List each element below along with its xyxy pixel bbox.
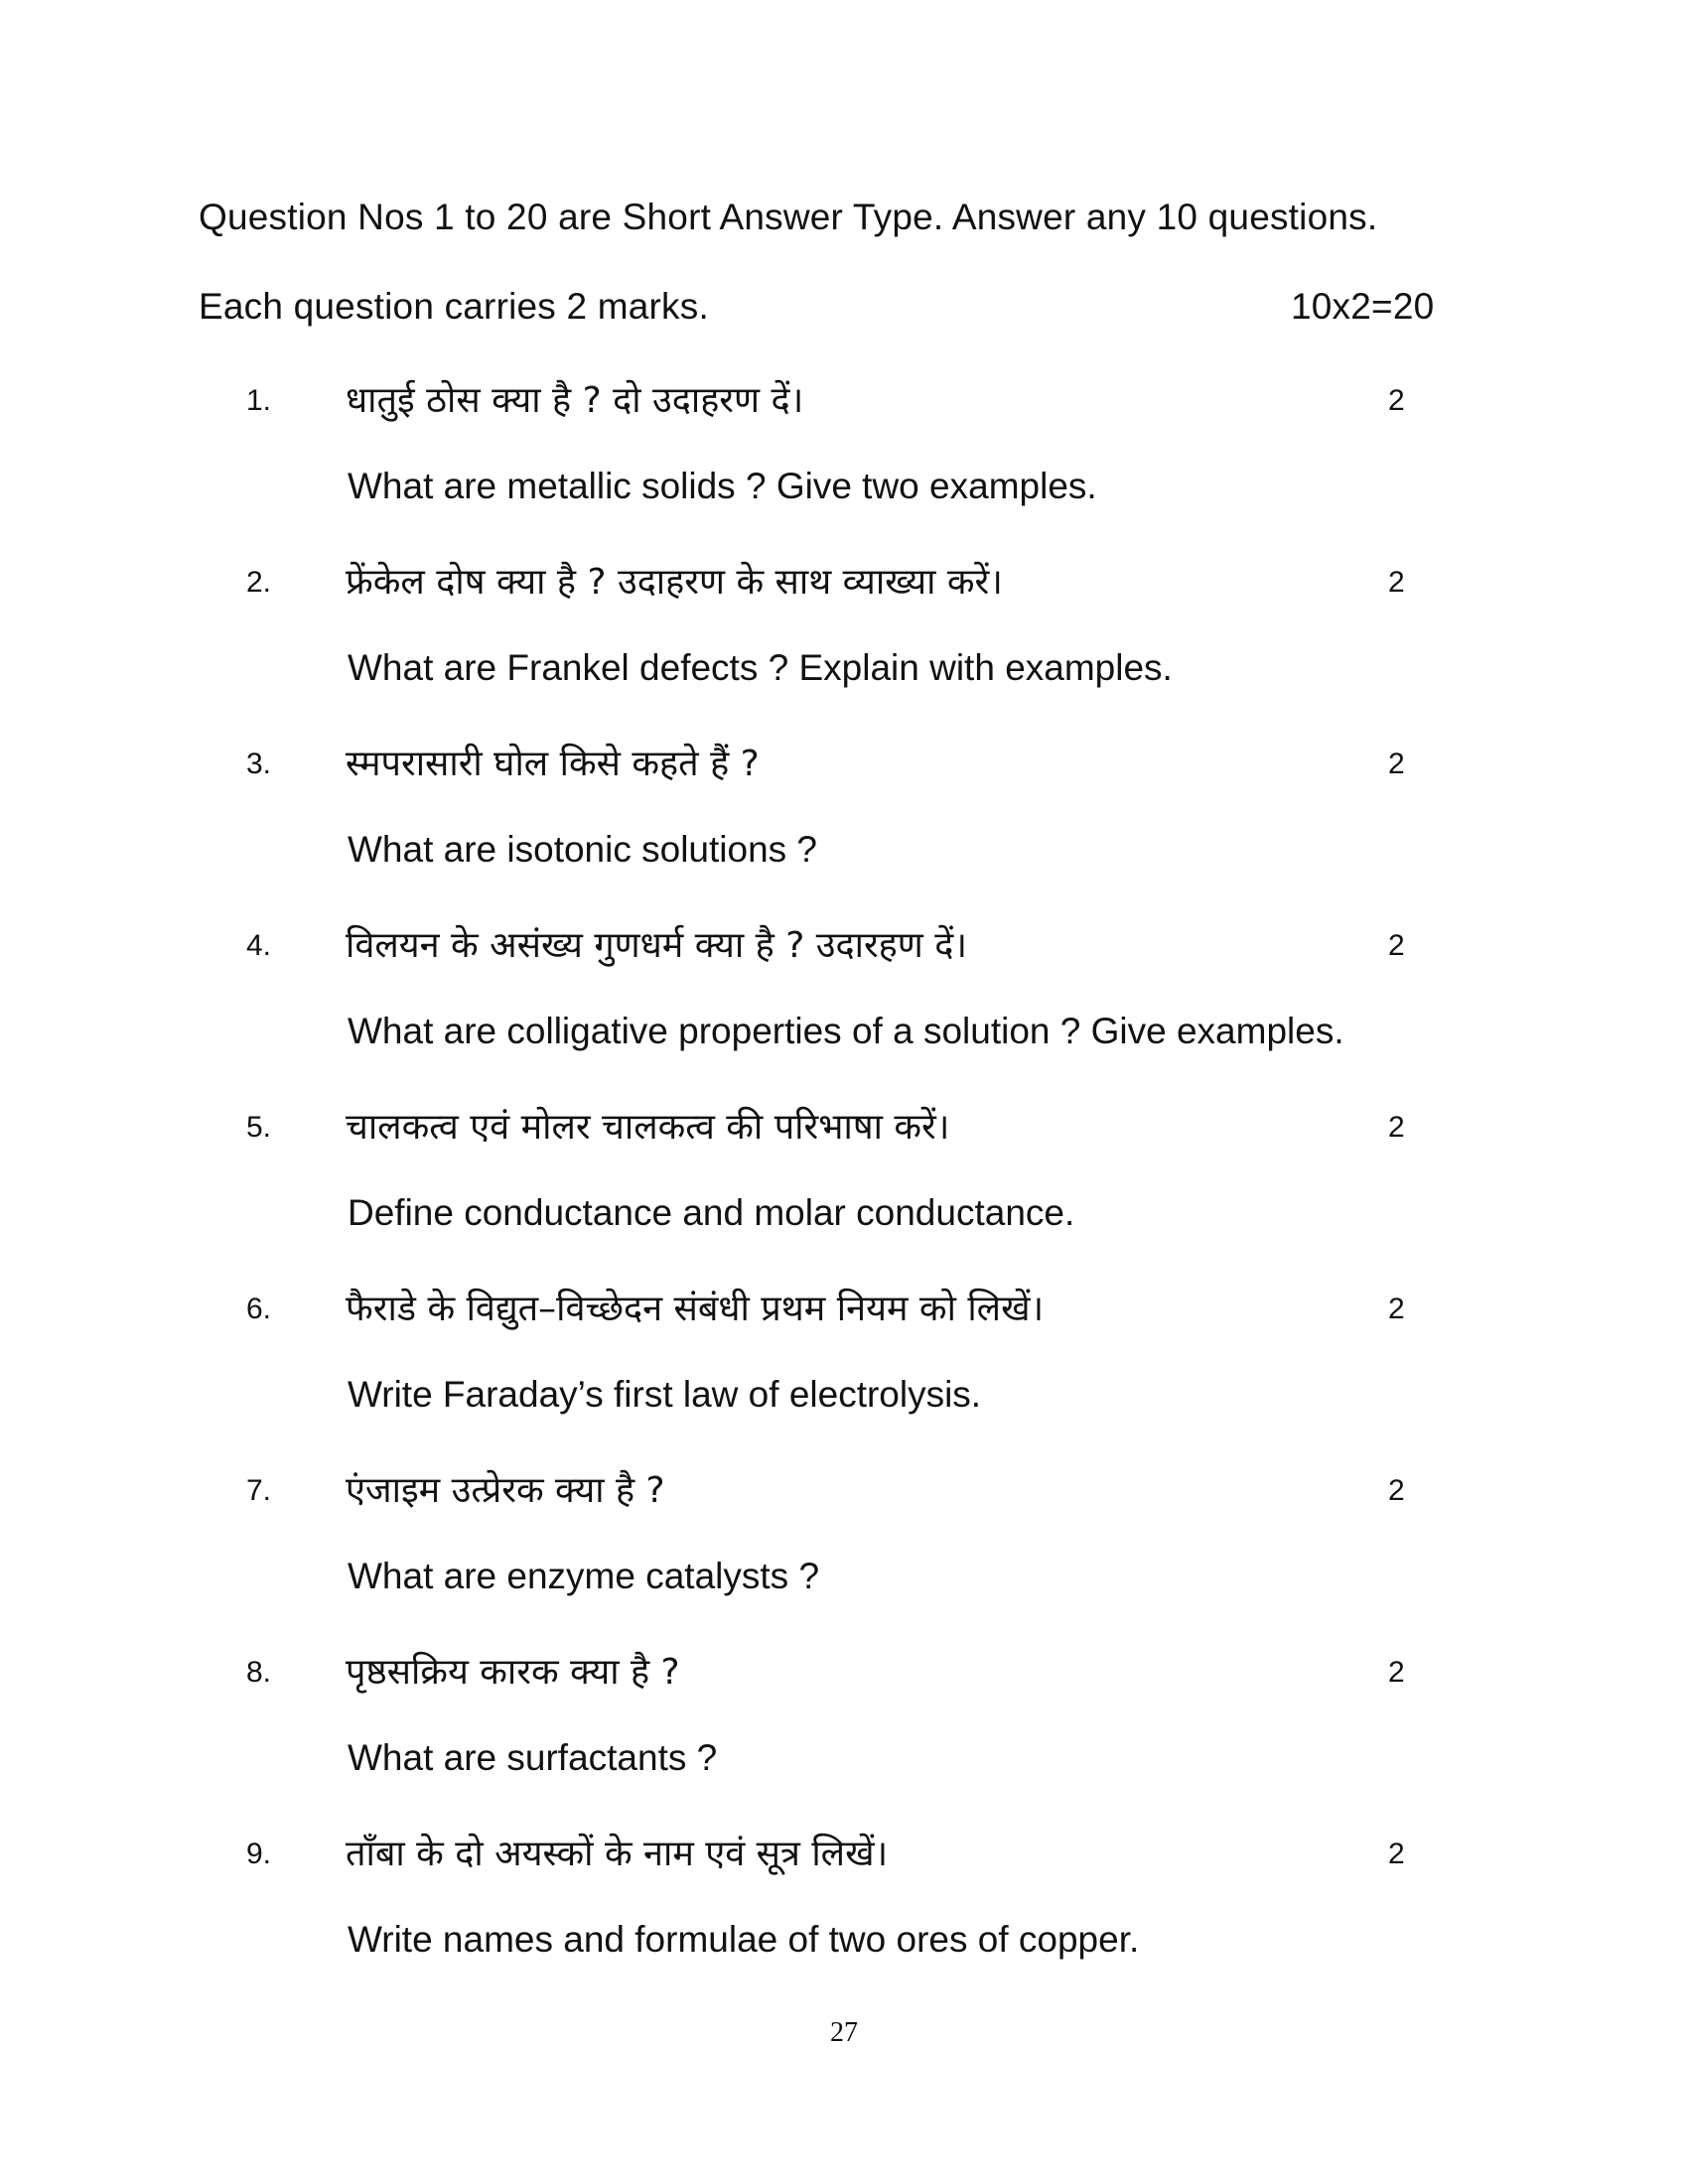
question-item — [0, 374, 1688, 556]
question-number: 2. — [246, 566, 272, 599]
question-english: Write Faraday’s first law of electrolysis. — [348, 1374, 982, 1415]
question-hindi: चालकत्व एवं मोलर चालकत्व की परिभाषा करें। — [346, 1107, 950, 1148]
question-english: What are isotonic solutions ? — [348, 829, 818, 870]
question-english: What are colligative properties of a solution ? Give examples. — [348, 1011, 1344, 1051]
question-item — [0, 1101, 1688, 1283]
marks-instruction-text: Each question carries 2 marks. — [199, 286, 709, 327]
question-number: 3. — [246, 748, 272, 780]
question-english: Write names and formulae of two ores of copper. — [348, 1919, 1140, 1960]
question-number: 9. — [246, 1838, 272, 1870]
question-marks: 2 — [1388, 1838, 1405, 1870]
question-number: 8. — [246, 1656, 272, 1689]
question-item — [0, 738, 1688, 919]
question-english: What are enzyme catalysts ? — [348, 1556, 820, 1596]
question-item — [0, 1646, 1688, 1828]
question-hindi: एंजाइम उत्प्रेरक क्या है ? — [346, 1470, 665, 1511]
marks-instruction-line — [199, 286, 1440, 328]
question-hindi: ताँबा के दो अयस्कों के नाम एवं सूत्र लिखें। — [346, 1834, 889, 1874]
question-number: 4. — [246, 929, 272, 962]
question-number: 6. — [246, 1293, 272, 1325]
question-english: What are Frankel defects ? Explain with examples. — [348, 647, 1173, 688]
question-english: What are metallic solids ? Give two examples. — [348, 466, 1097, 506]
question-marks: 2 — [1388, 1474, 1405, 1507]
question-item — [0, 1828, 1688, 2009]
question-marks: 2 — [1388, 566, 1405, 599]
question-item — [0, 556, 1688, 738]
question-marks: 2 — [1388, 1656, 1405, 1689]
question-marks: 2 — [1388, 1293, 1405, 1325]
instructions-line: Question Nos 1 to 20 are Short Answer Type. Answer any 10 questions. — [199, 197, 1378, 237]
question-hindi: धातुई ठोस क्या है ? दो उदाहरण दें। — [346, 380, 804, 421]
question-number: 5. — [246, 1111, 272, 1144]
page-number: 27 — [830, 2017, 858, 2048]
question-item — [0, 1464, 1688, 1646]
question-item — [0, 919, 1688, 1101]
question-marks: 2 — [1388, 748, 1405, 780]
question-list — [0, 374, 1688, 2009]
question-english: Define conductance and molar conductance. — [348, 1192, 1075, 1233]
question-hindi: फैराडे के विद्युत–विच्छेदन संबंधी प्रथम नियम को लिखें। — [346, 1289, 1045, 1329]
question-marks: 2 — [1388, 384, 1405, 417]
question-marks: 2 — [1388, 1111, 1405, 1144]
question-marks: 2 — [1388, 929, 1405, 962]
question-number: 1. — [246, 384, 272, 417]
question-hindi: विलयन के असंख्य गुणधर्म क्या है ? उदारहण दें। — [346, 925, 968, 966]
total-marks: 10x2=20 — [1291, 286, 1435, 327]
question-number: 7. — [246, 1474, 272, 1507]
question-hindi: स्मपरासारी घोल किसे कहते हैं ? — [346, 744, 760, 784]
question-hindi: पृष्ठसक्रिय कारक क्या है ? — [346, 1652, 680, 1693]
question-english: What are surfactants ? — [348, 1737, 718, 1778]
question-hindi: फ्रेंकेल दोष क्या है ? उदाहरण के साथ व्याख्या करें। — [346, 562, 1003, 603]
question-item — [0, 1283, 1688, 1464]
